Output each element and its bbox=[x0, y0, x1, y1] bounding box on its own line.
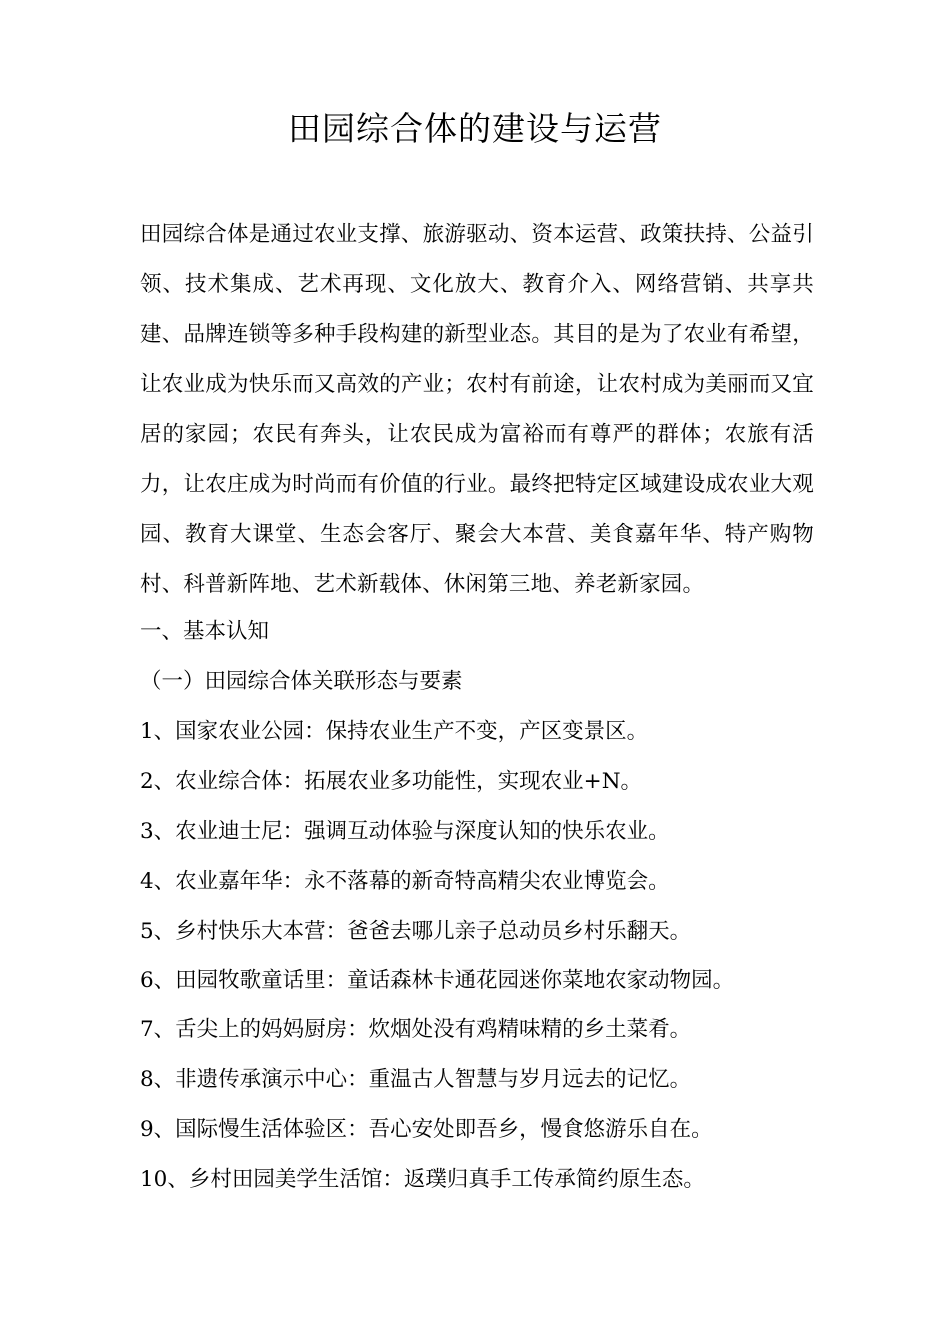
list-item: 5、乡村快乐大本营：爸爸去哪儿亲子总动员乡村乐翻天。 bbox=[140, 919, 692, 944]
list-item: 9、国际慢生活体验区：吾心安处即吾乡，慢食悠游乐自在。 bbox=[140, 1117, 713, 1142]
list-item: 6、田园牧歌童话里：童话森林卡通花园迷你菜地农家动物园。 bbox=[140, 968, 735, 993]
list-item: 1、国家农业公园：保持农业生产不变，产区变景区。 bbox=[140, 719, 649, 744]
subsection-heading: （一）田园综合体关联形态与要素 bbox=[140, 669, 463, 694]
list-item: 4、农业嘉年华：永不落幕的新奇特高精尖农业博览会。 bbox=[140, 869, 670, 894]
list-item: 7、舌尖上的妈妈厨房：炊烟处没有鸡精味精的乡土菜肴。 bbox=[140, 1017, 692, 1042]
document-title: 田园综合体的建设与运营 bbox=[288, 109, 662, 148]
list-item: 3、农业迪士尼：强调互动体验与深度认知的快乐农业。 bbox=[140, 819, 670, 844]
section-heading: 一、基本认知 bbox=[140, 619, 270, 644]
list-item: 2、农业综合体：拓展农业多功能性，实现农业+N。 bbox=[140, 769, 643, 794]
list-item: 8、非遗传承演示中心：重温古人智慧与岁月远去的记忆。 bbox=[140, 1067, 692, 1092]
intro-paragraph: 田园综合体是通过农业支撑、旅游驱动、资本运营、政策扶持、公益引领、技术集成、艺术再现、文化放大、教育介入、网络营销、共享共建、品牌连锁等多种手段构建的新型业态。其目的是为了农业有希望，让农业成为快乐而又高效的产业；农村有前途，让农村成为美丽而又宜居的家园；农民有奔头，让农民成为富裕而有尊严的群体；农旅有活力，让农庄成为时尚而有价值的行业。最终把特定区域建设成农业大观园、教育大课堂、生态会客厅、聚会大本营、美食嘉年华、特产购物村、科普新阵地、艺术新载体、休闲第三地、养老新家园。 bbox=[140, 222, 814, 597]
list-item: 10、乡村田园美学生活馆：返璞归真手工传承简约原生态。 bbox=[140, 1167, 705, 1192]
